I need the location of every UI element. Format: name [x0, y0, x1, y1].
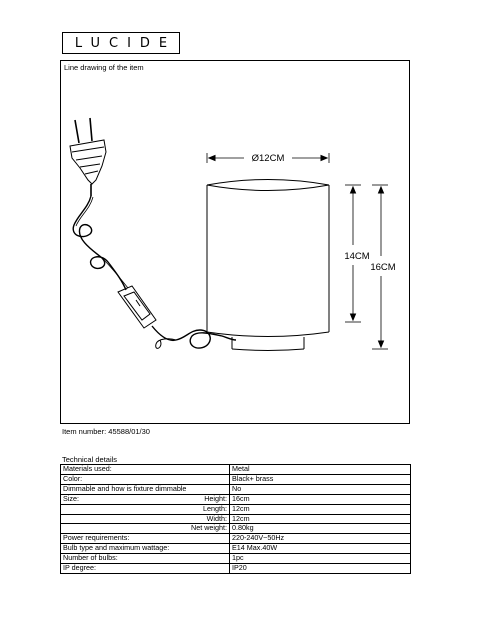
spec-label: Color:	[61, 474, 230, 484]
spec-sublabel: Width:	[144, 514, 230, 524]
lamp-shade-drawing	[207, 180, 329, 337]
spec-row	[61, 534, 411, 544]
spec-row	[61, 524, 411, 534]
spec-sublabel: Height:	[144, 494, 230, 504]
technical-details-title: Technical details	[62, 455, 118, 464]
spec-row	[61, 514, 411, 524]
spec-sublabel: Net weight:	[144, 524, 230, 534]
spec-value: 12cm	[230, 514, 411, 524]
spec-label	[61, 524, 144, 534]
spec-value: E14 Max.40W	[230, 544, 411, 554]
shade-height-label: 14CM	[344, 251, 370, 262]
spec-row	[61, 544, 411, 554]
spec-label: Materials used:	[61, 465, 230, 475]
spec-value: Metal	[230, 465, 411, 475]
spec-label: Bulb type and maximum wattage:	[61, 544, 230, 554]
spec-label: Size:	[61, 494, 144, 504]
diameter-label: Ø12CM	[251, 153, 285, 164]
item-number: Item number: 45588/01/30	[62, 427, 150, 436]
spec-row	[61, 564, 411, 574]
spec-label	[61, 504, 144, 514]
spec-label: Dimmable and how is fixture dimmable	[61, 484, 230, 494]
spec-row	[61, 494, 411, 504]
spec-value: 220-240V~50Hz	[230, 534, 411, 544]
spec-sublabel: Length:	[144, 504, 230, 514]
spec-label: IP degree:	[61, 564, 230, 574]
spec-value: Black+ brass	[230, 474, 411, 484]
spec-row	[61, 474, 411, 484]
spec-row	[61, 504, 411, 514]
spec-value: 0.80kg	[230, 524, 411, 534]
technical-details-table	[60, 464, 411, 574]
spec-row	[61, 554, 411, 564]
spec-value: 16cm	[230, 494, 411, 504]
spec-row	[61, 465, 411, 475]
spec-value: IP20	[230, 564, 411, 574]
lamp-base-drawing	[232, 337, 304, 351]
total-height-label: 16CM	[370, 262, 396, 273]
plug-icon	[70, 118, 106, 196]
spec-value: 12cm	[230, 504, 411, 514]
drawing-title: Line drawing of the item	[64, 63, 144, 72]
cable-drawing	[73, 196, 128, 290]
spec-label: Number of bulbs:	[61, 554, 230, 564]
spec-label: Power requirements:	[61, 534, 230, 544]
spec-value: No	[230, 484, 411, 494]
spec-row	[61, 484, 411, 494]
inline-switch-icon	[118, 286, 156, 328]
spec-label	[61, 514, 144, 524]
brand-logo: LUCIDE	[62, 32, 180, 54]
spec-value: 1pc	[230, 554, 411, 564]
